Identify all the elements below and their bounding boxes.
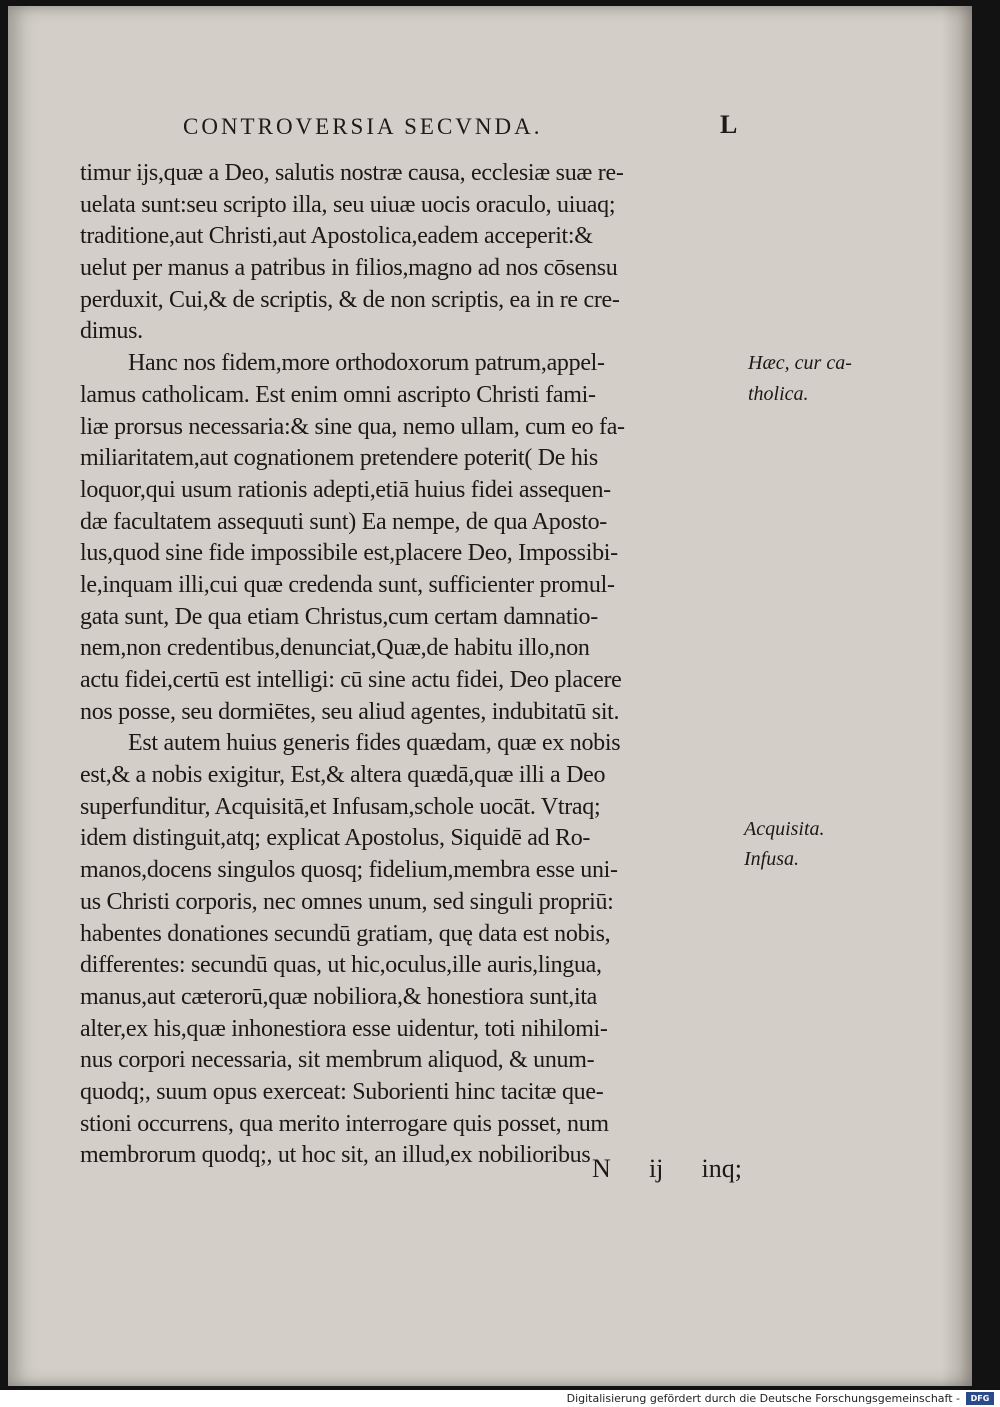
text-line: us Christi corporis, nec omnes unum, sed singuli propriū: xyxy=(80,888,614,915)
signature-line xyxy=(592,1154,742,1184)
signature-mark: N xyxy=(592,1154,611,1183)
text-line: quodq;, suum opus exerceat: Suborienti hinc tacitæ que- xyxy=(80,1078,604,1105)
text-line: lus,quod sine fide impossibile est,placere Deo, Impossibi- xyxy=(80,540,618,567)
text-line: lamus catholicam. Est enim omni ascripto Christi fami- xyxy=(80,381,596,408)
text-line: manos,docens singulos quosq; fidelium,membra esse uni- xyxy=(80,857,618,884)
text-line: le,inquam illi,cui quæ credenda sunt, sufficienter promul- xyxy=(80,571,615,598)
text-line: gata sunt, De qua etiam Christus,cum certam damnatio- xyxy=(80,603,598,630)
text-line: timur ijs,quæ a Deo, salutis nostræ causa, ecclesiæ suæ re- xyxy=(80,160,624,186)
text-line: Hanc nos fidem,more orthodoxorum patrum,appel- xyxy=(128,350,605,377)
margin-note-catholica xyxy=(748,348,852,410)
running-head: CONTROVERSIA SECVNDA. xyxy=(183,114,543,139)
text-line: stioni occurrens, qua merito interrogare quis posset, num xyxy=(80,1110,609,1137)
body-text xyxy=(80,158,742,1172)
text-line: miliaritatem,aut cognationem pretendere poterit( De his xyxy=(80,445,598,472)
text-line: est,& a nobis exigitur, Est,& altera quædā,quæ illi a Deo xyxy=(80,762,606,789)
text-line: liæ prorsus necessaria:& sine qua, nemo ullam, cum eo fa- xyxy=(80,413,625,440)
text-line: loquor,qui usum rationis adepti,etiā huius fidei assequen- xyxy=(80,476,611,503)
text-line: nus corpori necessaria, sit membrum aliquod, & unum- xyxy=(80,1047,595,1074)
funding-notice: Digitalisierung gefördert durch die Deutsche Forschungsgemeinschaft - xyxy=(566,1392,960,1405)
dfg-logo-icon: DFG xyxy=(966,1392,994,1405)
text-line: nem,non credentibus,denunciat,Quæ,de habitu illo,non xyxy=(80,635,590,662)
margin-note-acquisita xyxy=(744,814,825,874)
text-line: uelata sunt:seu scripto illa, seu uiuæ uocis oraculo, uiuaq; xyxy=(80,191,616,218)
text-line: uelut per manus a patribus in filios,magno ad nos cōsensu xyxy=(80,255,618,282)
margin-note-line: Infusa. xyxy=(744,848,799,870)
folio-number: L xyxy=(720,110,738,139)
text-line: dæ facultatem assequuti sunt) Ea nempe, de qua Aposto- xyxy=(80,508,607,535)
text-line: membrorum quodq;, ut hoc sit, an illud,ex nobilioribus xyxy=(80,1142,591,1169)
catchword: inq; xyxy=(701,1154,742,1183)
text-line: traditione,aut Christi,aut Apostolica,eadem acceperit:& xyxy=(80,223,593,250)
footer-bar xyxy=(0,1390,1000,1407)
margin-note-line: tholica. xyxy=(748,383,809,405)
book-page xyxy=(8,6,972,1386)
text-line: differentes: secundū quas, ut hic,oculus,ille auris,lingua, xyxy=(80,952,602,979)
text-line: dimus. xyxy=(80,318,143,345)
text-line: superfunditur, Acquisitā,et Infusam,schole uocāt. Vtraq; xyxy=(80,793,601,820)
signature-number: ij xyxy=(648,1154,664,1183)
text-line: idem distinguit,atq; explicat Apostolus, Siquidē ad Ro- xyxy=(80,825,591,852)
text-line: nos posse, seu dormiētes, seu aliud agentes, indubitatū sit. xyxy=(80,698,620,725)
text-line: manus,aut cæterorū,quæ nobiliora,& honestiora sunt,ita xyxy=(80,983,598,1010)
text-line: actu fidei,certū est intelligi: cū sine actu fidei, Deo placere xyxy=(80,667,622,693)
text-line: habentes donationes secundū gratiam, quę data est nobis, xyxy=(80,920,611,947)
text-line: Est autem huius generis fides quædam, quæ ex nobis xyxy=(128,730,621,757)
text-line: alter,ex his,quæ inhonestiora esse uidentur, toti nihilomi- xyxy=(80,1015,608,1042)
margin-note-line: Hæc, cur ca- xyxy=(748,352,852,374)
margin-note-line: Acquisita. xyxy=(744,818,825,840)
text-line: perduxit, Cui,& de scriptis, & de non scriptis, ea in re cre- xyxy=(80,286,620,313)
